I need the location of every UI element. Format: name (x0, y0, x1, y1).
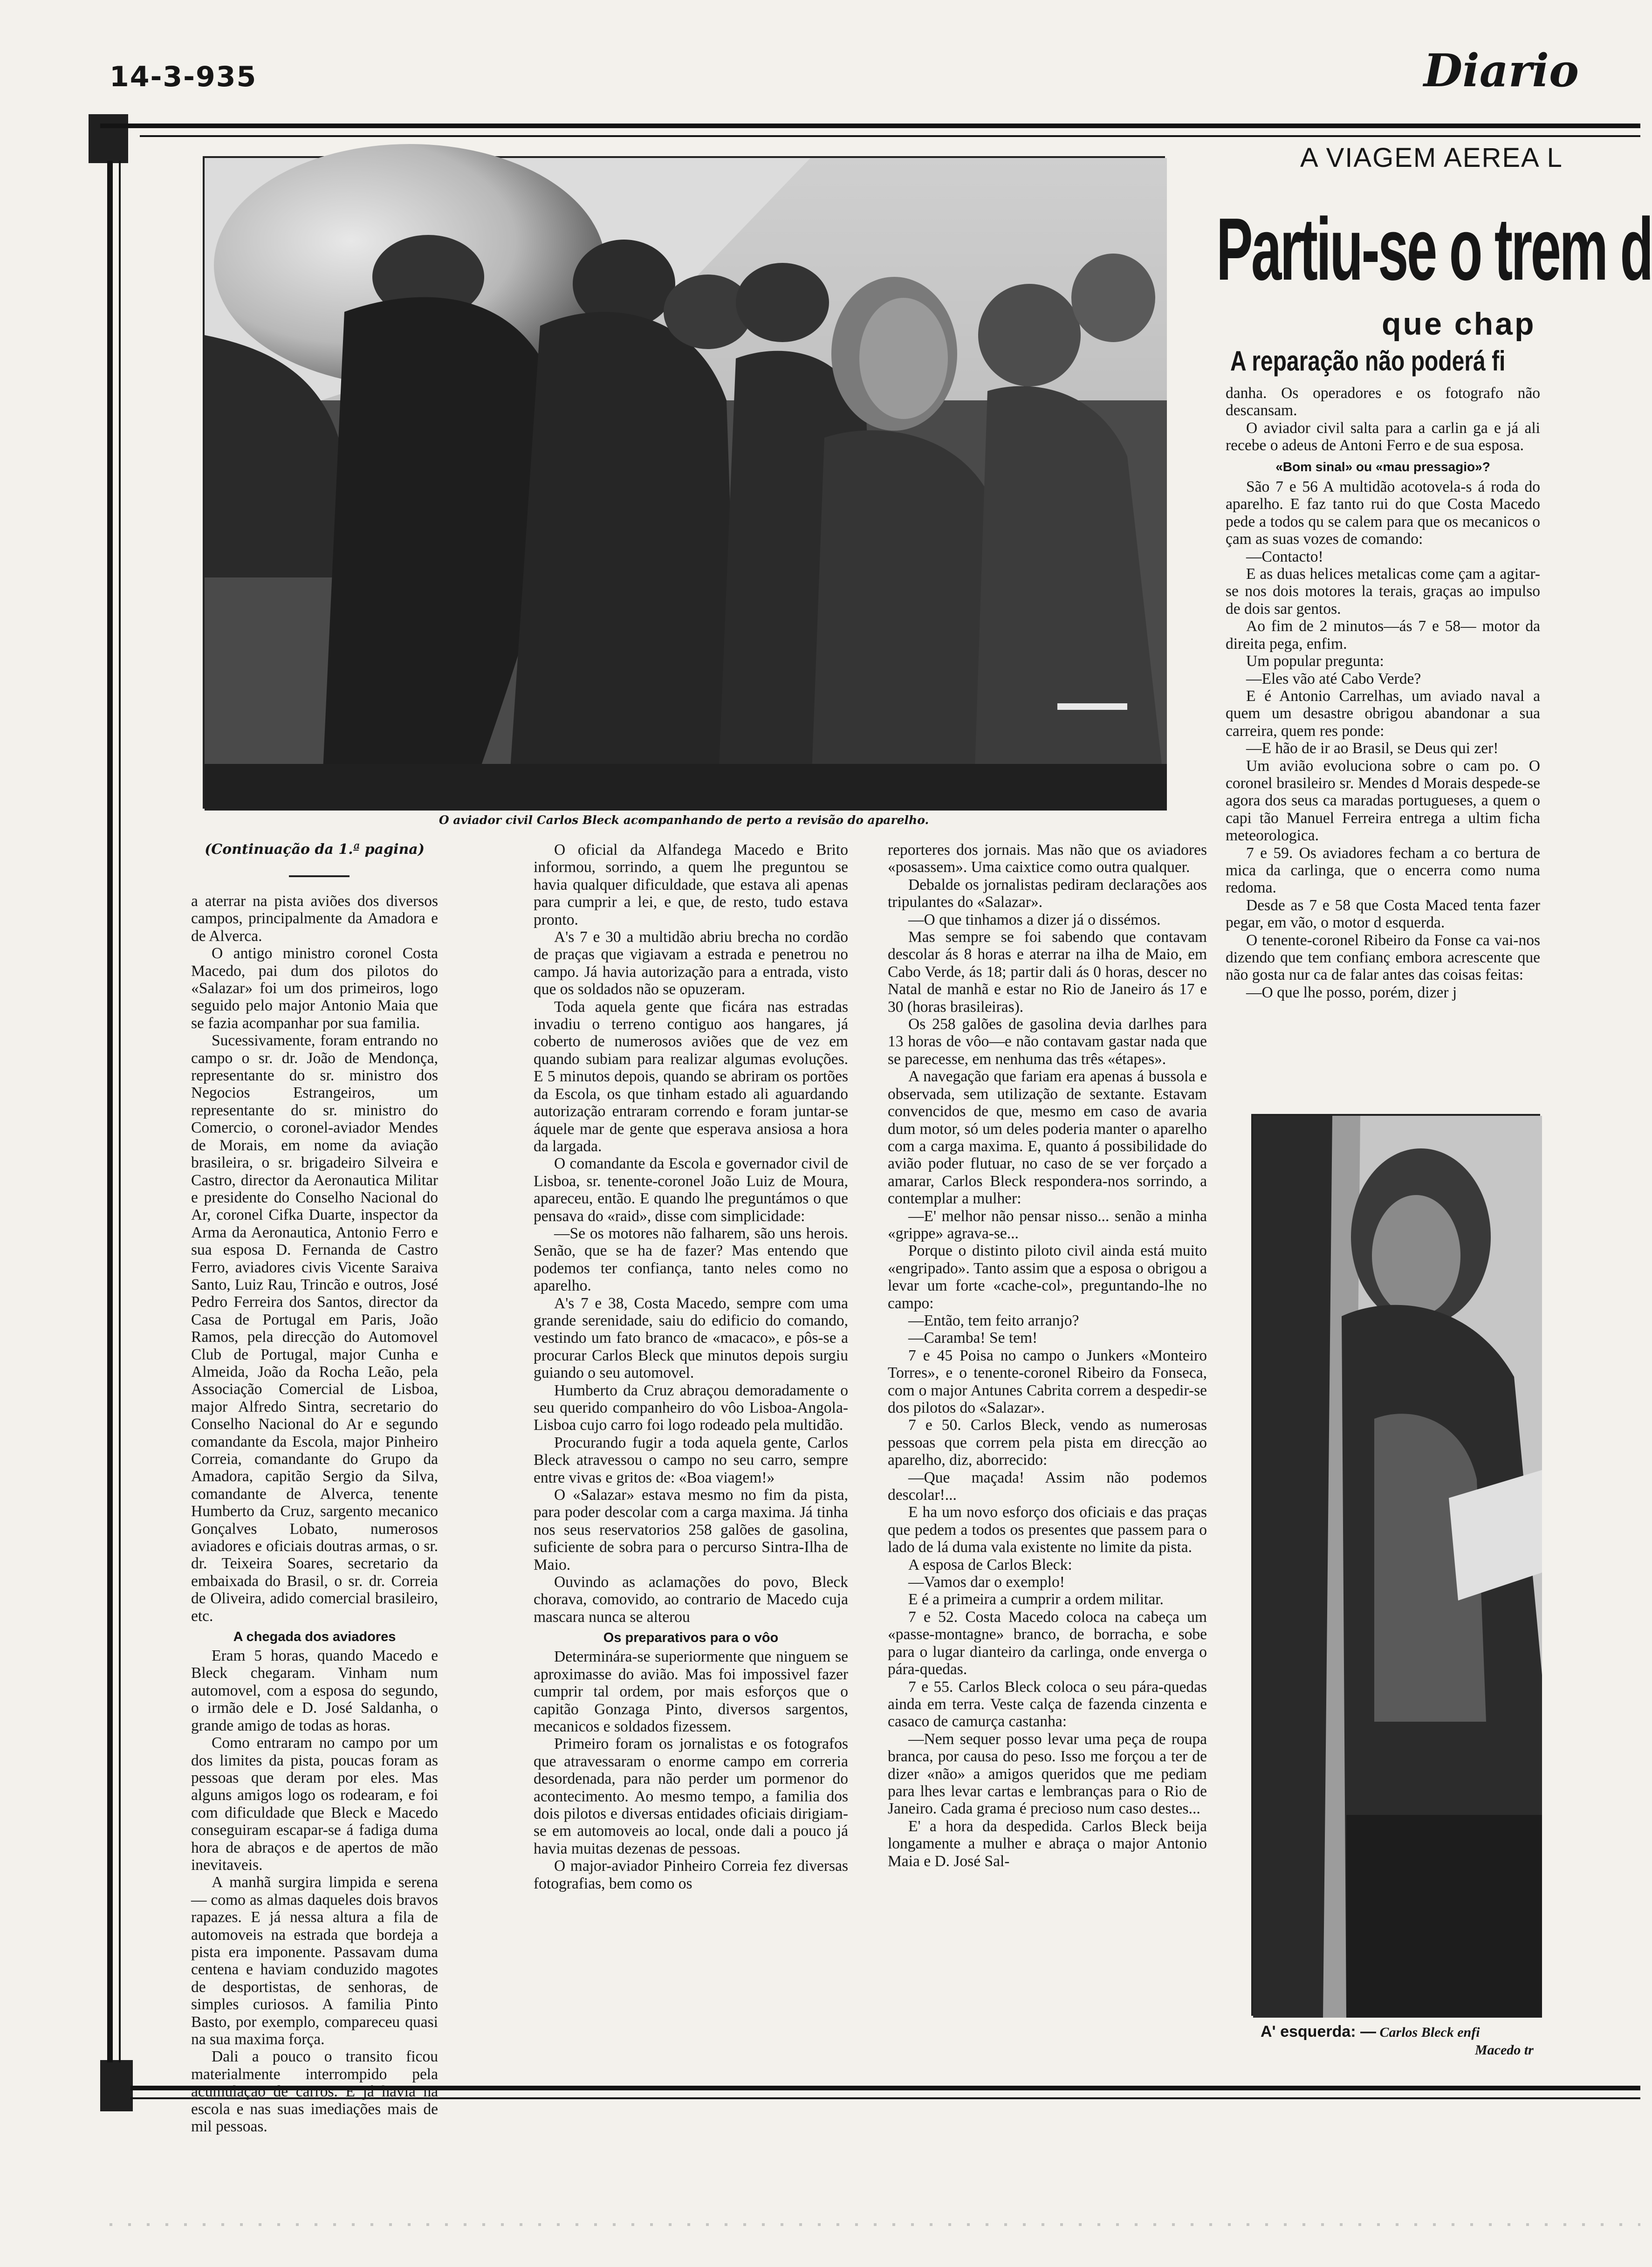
corner-mark-bottom (100, 2060, 133, 2111)
paragraph: —Contacto! (1246, 548, 1323, 565)
column-4 (1226, 385, 1540, 1112)
second-photo (1251, 1114, 1540, 2016)
article-kicker: A VIAGEM AEREA L (1300, 143, 1563, 173)
paragraph: O major-aviador Pinheiro Correia fez diversas fotografias, bem como os (534, 1857, 848, 1892)
continuation-note: (Continuação da 1.ª pagina) (205, 841, 425, 858)
paragraph: O tenente-coronel Ribeiro da Fonse ca vai-nos dizendo que tem confianç embora acrescente que não gosta nur ca de falar antes das coisas feitas: (1226, 931, 1540, 984)
paragraph: Procurando fugir a toda aquela gente, Carlos Bleck atravessou o campo no seu carro, sempre entre vivas e gritos de: «Boa viagem!» (534, 1434, 848, 1486)
paragraph: 7 e 50. Carlos Bleck, vendo as numerosas pessoas que correm pela pista em direcção ao aparelho, diz, aborrecido: (888, 1416, 1207, 1469)
article-subhead-1: que chap (1382, 306, 1536, 342)
caption-line-2: Macedo tr (1475, 2042, 1534, 2058)
paragraph: A's 7 e 30 a multidão abriu brecha no cordão de praças que vigiavam a estrada e penetrou no campo. Já havia autorização para a entrada, visto que os soldados não se opuzeram. (534, 928, 848, 998)
paragraph: Ouvindo as aclamações do povo, Bleck chorava, comovido, ao contrario de Macedo cuja mascara nunca se alterou (534, 1573, 848, 1626)
paragraph: Um avião evoluciona sobre o cam po. O coronel brasileiro sr. Mendes d Morais despede-se agora dos seus ca maradas portugueses, a quem o capi tão Manuel Ferreira entrega a ultim ficha meteorologica. (1226, 757, 1540, 845)
paragraph: Desde as 7 e 58 que Costa Maced tenta fazer pegar, em vão, o motor d esquerda. (1226, 896, 1540, 932)
paragraph: Como entraram no campo por um dos limites da pista, poucas foram as pessoas que deram por eles. Mas alguns amigos logo os rodearam, e foi com dificuldade que Bleck e Macedo conseguiram escapar-se á fadiga duma hora de abraços e de apertos de mão inevitaveis. (191, 1734, 438, 1874)
paragraph: 7 e 52. Costa Macedo coloca na cabeça um «passe-montagne» branco, de borracha, e sobe para o lugar dianteiro da carlinga, onde enverga o pára-quedas. (888, 1608, 1207, 1678)
paragraph: E' a hora da despedida. Carlos Bleck beija longamente a mulher e abraça o major Antonio Maia e D. José Sal- (888, 1817, 1207, 1870)
paragraph: —Caramba! Se tem! (908, 1329, 1038, 1347)
paragraph: a aterrar na pista aviões dos diversos campos, principalmente da Amadora e de Alverca. (191, 893, 438, 945)
paragraph: E é Antonio Carrelhas, um aviado naval a quem um desastre obrigou abandonar a sua carreira, quem res ponde: (1226, 687, 1540, 740)
paragraph: O «Salazar» estava mesmo no fim da pista, para poder descolar com a carga maxima. Já tinha nos seus reservatorios 258 galões de gasolina, suficiente de sobra para o percurso Sintra-Ilha de Maio. (534, 1486, 848, 1573)
paragraph: 7 e 45 Poisa no campo o Junkers «Monteiro Torres», e o tenente-coronel Ribeiro da Fonseca, com o major Antunes Cabrita correm a despedir-se dos pilotos do «Salazar». (888, 1346, 1207, 1416)
paragraph: —Então, tem feito arranjo? (908, 1312, 1079, 1329)
paragraph: —Vamos dar o exemplo! (908, 1573, 1065, 1591)
left-border-thin (119, 161, 121, 2062)
caption-lead: A' esquerda: — (1261, 2023, 1377, 2040)
paragraph: Dali a pouco o transito ficou materialmente interrompido pela acumulação de carros. E já havia na escola e nas suas imediações mais de mil pessoas. (191, 2048, 438, 2136)
paragraph: A navegação que fariam era apenas á bussola e observada, sem utilização de sextante. Estavam convencidos de que, mesmo em caso de avaria dum motor, só um deles poderia manter o aparelho com a carga maxima. E, quanto á possibilidade do avião poder flutuar, no caso de se ver forçado a amarar, Carlos Bleck respondera-nos sorrindo, a contemplar a mulher: (888, 1068, 1207, 1208)
top-rule-thin (140, 135, 1640, 137)
paragraph: —O que tinhamos a dizer já o dissémos. (908, 911, 1161, 928)
paragraph: —Que maçada! Assim não podemos descolar!... (888, 1469, 1207, 1504)
continuation-rule (289, 875, 350, 877)
column-2 (534, 841, 848, 2067)
paragraph: O oficial da Alfandega Macedo e Brito informou, sorrindo, a quem lhe preguntou se havia qualquer dificuldade, que estava ali apenas para cumprir a lei, e que, de resto, tudo estava pronto. (534, 841, 848, 928)
paragraph: Debalde os jornalistas pediram declarações aos tripulantes do «Salazar». (888, 876, 1207, 911)
corner-mark-top (89, 114, 128, 163)
paragraph: Toda aquela gente que ficára nas estradas invadiu o terreno contiguo aos hangares, já coberto de numerosos aviões que de vez em quando subiam para realizar algumas evoluções. E 5 minutos depois, quando se abriram os portões da Escola, os que tinham estado ali aguardando autorização entraram correndo e foram juntar-se áquele mar de gente que esperava ansiosa a hora da largada. (534, 998, 848, 1155)
paragraph: A esposa de Carlos Bleck: (908, 1556, 1072, 1573)
paragraph: Um popular pregunta: (1246, 653, 1384, 670)
subhead-2-container (1230, 343, 1540, 380)
paragraph: —Eles vão até Cabo Verde? (1246, 670, 1421, 687)
paragraph: São 7 e 56 A multidão acotovela-s á roda do aparelho. E faz tanto rui do que Costa Macedo pede a todos qu se calem para que os mecanicos o çam as suas vozes de comando: (1226, 478, 1540, 548)
paragraph: O aviador civil salta para a carlin ga e já ali recebe o adeus de Antoni Ferro e de sua esposa. (1226, 419, 1540, 454)
paragraph: Mas sempre se foi sabendo que contavam descolar ás 8 horas e aterrar na ilha de Maio, em Cabo Verde, ás 18; partir dali ás 0 horas, descer no Natal de manhã e estar no Rio de Janeiro ás 17 e 30 (horas brasileiras). (888, 928, 1207, 1016)
paragraph: Primeiro foram os jornalistas e os fotografos que atravessaram o enorme campo em correria desordenada, para não perder um pormenor do acontecimento. Ao mesmo tempo, a familia dos dois pilotos e diversas entidades oficiais dirigiam-se em automoveis ao local, onde dali a pouco já havia muitas dezenas de pessoas. (534, 1735, 848, 1857)
paragraph: reporteres dos jornais. Mas não que os aviadores «posassem». Uma caixtice como outra qualquer. (888, 841, 1207, 876)
paragraph: E ha um novo esforço dos oficiais e das praças que pedem a todos os presentes que passem para o lado de lá duma vala existente no limite da pista. (888, 1504, 1207, 1556)
paragraph: A manhã surgira limpida e serena — como as almas daqueles dois bravos rapazes. E já nessa altura a fila de automoveis na estrada que bordeja a pista era imponente. Passavam duma centena e haviam conduzido magotes de desportistas, de senhoras, de simples curiosos. A familia Pinto Basto, por exemplo, compareceu quasi na sua maxima força. (191, 1874, 438, 2048)
paragraph: Determinára-se superiormente que ninguem se aproximasse do avião. Mas foi impossivel fazer cumprir tal ordem, por mais esforços que o capitão Gonzaga Pinto, diversos sargentos, mecanicos e soldados fizessem. (534, 1648, 848, 1735)
paragraph: danha. Os operadores e os fotografo não descansam. (1226, 385, 1540, 419)
section-heading: «Bom sinal» ou «mau pressagio»? (1275, 459, 1490, 474)
paragraph: O comandante da Escola e governador civil de Lisboa, sr. tenente-coronel João Luiz de Moura, apareceu, então. E quando lhe preguntámos o que pensava do «raid», disse com simplicidade: (534, 1155, 848, 1225)
paragraph: —E' melhor não pensar nisso... senão a minha «grippe» agrava-se... (888, 1207, 1207, 1242)
top-rule-thick (100, 124, 1640, 128)
paragraph: Sucessivamente, foram entrando no campo o sr. dr. João de Mendonça, representante do sr. ministro dos Negocios Estrangeiros, um representante do sr. ministro do Comercio, o coronel-aviador Mendes de Morais, em nome da aviação brasileira, o sr. brigadeiro Silveira e Castro, director da Aeronautica Militar e presidente do Conselho Nacional do Ar, coronel Cifka Duarte, inspector da Arma da Aeronautica, Antonio Ferro e sua esposa D. Fernanda de Castro Ferro, aviadores civis Vicente Saraiva Santo, Luiz Rau, Trincão e outros, José Pedro Ferreira dos Santos, director da Casa de Portugal em Paris, João Ramos, pela direcção do Automovel Club de Portugal, major Cunha e Almeida, João da Rocha Leão, pela Associação Comercial de Lisboa, major Alfredo Sintra, secretario do Conselho Nacional do Ar e segundo comandante da Escola, major Pinheiro Correia, comandante do Grupo da Amadora, capitão Sergio da Silva, comandante de Alverca, tenente Humberto da Cruz, sargento mecanico Gonçalves Lobato, numerosos aviadores e oficiais doutras armas, o sr. dr. Teixeira Soares, secretario da embaixada do Brasil, o sr. dr. Correia de Oliveira, adido comercial brasileiro, etc. (191, 1032, 438, 1625)
article-subhead-2: A reparação não poderá fi (1230, 345, 1506, 377)
masthead: Diario (1424, 44, 1579, 97)
second-photo-caption (1261, 2023, 1540, 2059)
section-heading: Os preparativos para o vôo (603, 1630, 779, 1646)
main-photo (203, 156, 1165, 809)
paragraph: E as duas helices metalicas come çam a agitar-se nos dois motores la terais, graças ao impulso de dois sar gentos. (1226, 565, 1540, 618)
issue-date: 14-3-935 (110, 61, 257, 93)
subhead-1-container (1382, 303, 1540, 345)
column-1 (191, 893, 438, 2136)
paragraph: Porque o distinto piloto civil ainda está muito «engripado». Tanto assim que a esposa o obrigou a levar um forte «cache-col», preguntando-lhe no campo: (888, 1242, 1207, 1312)
paragraph: Eram 5 horas, quando Macedo e Bleck chegaram. Vinham num automovel, com a esposa do segundo, o irmão dele e D. José Saldanha, o grande amigo de todas as horas. (191, 1647, 438, 1734)
aviator-photo-graphic (205, 158, 1167, 811)
section-heading: A chegada dos aviadores (233, 1629, 396, 1645)
caption-line-1: Carlos Bleck enfi (1379, 2025, 1480, 2040)
paragraph: 7 e 59. Os aviadores fecham a co bertura de mica da carlinga, que o encerra como numa redoma. (1226, 844, 1540, 897)
photo-caption: O aviador civil Carlos Bleck acompanhando de perto a revisão do aparelho. (439, 813, 929, 827)
paragraph: 7 e 55. Carlos Bleck coloca o seu pára-quedas ainda em terra. Veste calça de fazenda cinzenta e casaco de camurça castanha: (888, 1678, 1207, 1731)
bottom-print-noise (110, 2223, 1640, 2226)
paragraph: —O que lhe posso, porém, dizer j (1246, 983, 1457, 1001)
paragraph: Os 258 galões de gasolina devia darlhes para 13 horas de vôo—e não contavam gastar nada que se parecesse, em nenhuma das três «étapes». (888, 1016, 1207, 1068)
paragraph: A's 7 e 38, Costa Macedo, sempre com uma grande serenidade, saiu do edificio do comando, vestindo um fato branco de «macaco», e pôs-se a procurar Carlos Bleck que minutos depois surgiu guiando o seu automovel. (534, 1294, 848, 1382)
paragraph: —E hão de ir ao Brasil, se Deus qui zer! (1246, 740, 1499, 757)
paragraph: Humberto da Cruz abraçou demoradamente o seu querido companheiro do vôo Lisboa-Angola-Lisboa cujo carro foi logo rodeado pela multidão. (534, 1381, 848, 1434)
paragraph: O antigo ministro coronel Costa Macedo, pai dum dos pilotos do «Salazar» foi um dos primeiros, logo seguido pelo major Antonio Maia que se fazia acompanhar por sua familia. (191, 945, 438, 1032)
paragraph: —Nem sequer posso levar uma peça de roupa branca, por causa do peso. Isso me forçou a ter de dizer «não» a amigos queridos que me pediam para lhes levar cartas e lembranças para o Rio de Janeiro. Cada grama é precioso num caso destes... (888, 1730, 1207, 1818)
paragraph: —Se os motores não falharem, são uns herois. Senão, que se ha de fazer? Mas entendo que podemos ter confiança, tanto neles como no aparelho. (534, 1224, 848, 1295)
aviator-boarding-photo-graphic (1253, 1116, 1542, 2018)
left-border-thick (107, 161, 113, 2062)
article-headline: Partiu-se o trem d (1216, 200, 1652, 299)
column-3 (888, 841, 1207, 2067)
paragraph: E é a primeira a cumprir a ordem militar. (908, 1591, 1164, 1608)
headline-container (1216, 196, 1652, 303)
paragraph: Ao fim de 2 minutos—ás 7 e 58— motor da direita pega, enfim. (1226, 618, 1540, 653)
